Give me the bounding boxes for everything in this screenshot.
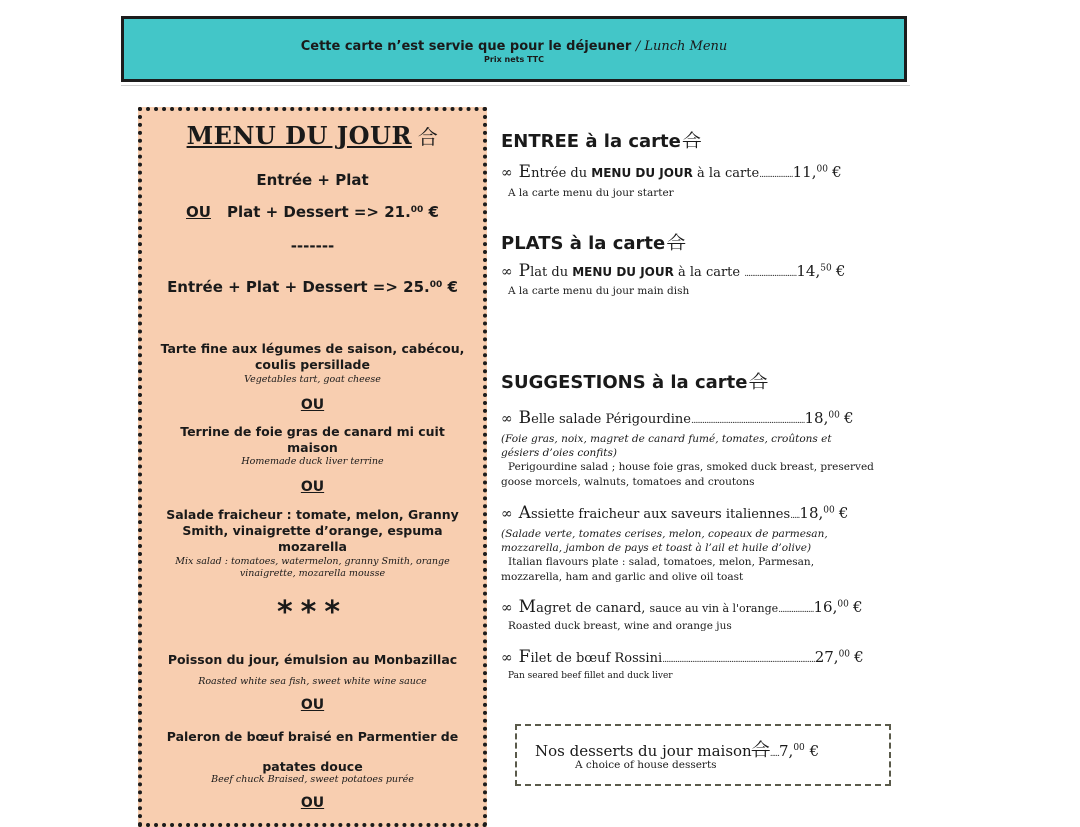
lunch-menu-banner: [121, 16, 907, 82]
ou-label: OU: [186, 203, 211, 221]
desserts-price: 7,: [779, 742, 794, 760]
s4-currency: €: [854, 648, 864, 666]
plats-item-strong: MENU DU JOUR: [572, 265, 674, 279]
entree-item-strong: MENU DU JOUR: [591, 166, 693, 180]
course-separator-stars: ***: [276, 595, 349, 630]
s3-name: agret de canard,: [536, 601, 646, 616]
s3-leader: ...................: [778, 605, 814, 615]
suggestion-assiette: [501, 503, 848, 523]
starter-3-en: Mix salad : tomatoes, watermelon, granny Smith, orange vinaigrette, mozarella mousse: [175, 556, 450, 579]
main-2-en: Beef chuck Braised, sweet potatoes purée: [211, 774, 414, 785]
ornament-icon: ∞: [501, 264, 513, 280]
chef-hat-icon: 合: [682, 131, 701, 152]
s3-price: 16,: [813, 598, 838, 616]
s1-leader: .............................................................: [691, 416, 805, 426]
desserts-currency: €: [809, 742, 820, 760]
ornament-icon: ∞: [501, 165, 513, 181]
plats-desc: A la carte menu du jour main dish: [508, 285, 690, 297]
ou-separator: OU: [300, 795, 325, 811]
chef-hat-icon: 合: [417, 125, 439, 149]
entree-item-suffix: à la carte: [697, 166, 760, 181]
entree-item-text: ntrée du: [531, 166, 588, 181]
s3-en: Roasted duck breast, wine and orange jus: [508, 620, 732, 632]
formula3-cents: 00: [429, 280, 443, 290]
ornament-icon: ∞: [501, 600, 513, 616]
plats-item-text: lat du: [530, 265, 569, 280]
s2-currency: €: [838, 504, 849, 522]
s3-sauce: sauce au vin à l'orange: [649, 602, 779, 615]
main-1: Poisson du jour, émulsion au Monbazillac: [167, 652, 458, 667]
ou-separator: OU: [300, 697, 325, 713]
ou-separator: OU: [300, 479, 325, 495]
banner-title-en: / Lunch Menu: [635, 39, 728, 54]
s1-en-line2: goose morcels, walnuts, tomatoes and croutons: [501, 476, 755, 488]
main-1-en: Roasted white sea fish, sweet white wine sauce: [198, 676, 427, 687]
chef-hat-icon: 合: [749, 372, 768, 393]
banner-subtitle: Prix nets TTC: [484, 55, 544, 64]
entree-desc: A la carte menu du jour starter: [508, 187, 674, 199]
menu-du-jour-title: [142, 121, 483, 150]
formula2-currency: €: [428, 203, 439, 221]
formula2-text: Plat + Dessert => 21.: [226, 203, 411, 221]
ornament-icon: ∞: [501, 411, 513, 427]
s2-cents: 00: [823, 505, 835, 516]
banner-title-fr: Cette carte n’est servie que pour le déjeuner: [300, 39, 632, 54]
main-2: Paleron de bœuf braisé en Parmentier de patates douce: [166, 729, 459, 774]
s4-cents: 00: [838, 649, 851, 660]
ou-separator: OU: [300, 397, 325, 413]
s1-currency: €: [843, 409, 854, 427]
desserts-cents: 00: [793, 743, 805, 753]
plats-cents: 50: [820, 263, 832, 274]
desserts-desc: A choice of house desserts: [575, 759, 717, 771]
chef-hat-icon: 合: [751, 740, 770, 761]
s2-en-line2: mozzarella, ham and garlic and olive oil toast: [501, 571, 744, 583]
suggestion-magret: [501, 597, 863, 617]
desserts-label: Nos desserts du jour maison: [535, 742, 752, 760]
entree-heading-text: ENTREE à la carte: [501, 131, 681, 152]
ornament-icon: ∞: [501, 506, 513, 522]
starter-3: Salade fraicheur : tomate, melon, Granny Smith, vinaigrette d’orange, espuma mozarella: [166, 507, 459, 554]
s4-price: 27,: [814, 648, 839, 666]
desserts-leader: .....: [769, 749, 780, 759]
s2-initial: A: [518, 503, 531, 523]
formula-plat-dessert: [142, 203, 483, 221]
starter-1-en: Vegetables tart, goat cheese: [244, 374, 381, 385]
suggestions-heading: [501, 368, 767, 394]
s2-en-line1: Italian flavours plate : salad, tomatoes, melon, Parmesan,: [508, 556, 815, 568]
s1-fr-line1: (Foie gras, noix, magret de canard fumé, tomates, croûtons et: [501, 433, 832, 445]
suggestions-heading-text: SUGGESTIONS à la carte: [501, 372, 748, 393]
s4-initial: F: [518, 647, 531, 667]
entree-cents: 00: [816, 164, 828, 175]
banner-title: [124, 39, 904, 54]
formula-entree-plat-dessert: [142, 278, 483, 296]
plats-item: [501, 261, 845, 281]
formula-entree-plat: Entrée + Plat: [256, 171, 369, 189]
plats-item-initial: P: [518, 261, 531, 281]
entree-item-initial: E: [518, 162, 532, 182]
s2-leader: .....: [790, 511, 800, 521]
suggestion-salade: [501, 408, 854, 428]
s2-fr-line2: mozzarella, jambon de pays et toast à l’ail et huile d’olive): [501, 542, 812, 554]
s1-price: 18,: [804, 409, 829, 427]
starter-1: Tarte fine aux légumes de saison, cabécou, coulis persillade: [160, 341, 465, 372]
starter-2: Terrine de foie gras de canard mi cuit maison: [180, 424, 445, 455]
entree-price: 11,: [792, 163, 817, 181]
s3-cents: 00: [837, 599, 849, 610]
menu-du-jour-box: [138, 107, 487, 827]
plats-leader: ............................: [744, 269, 797, 279]
formula-divider: -------: [290, 237, 335, 255]
entree-item: [501, 162, 842, 182]
plats-heading-text: PLATS à la carte: [501, 233, 666, 254]
chef-hat-icon: 合: [667, 233, 686, 254]
formula3-text: Entrée + Plat + Dessert => 25.: [167, 278, 430, 296]
entree-leader: ..................: [759, 170, 793, 180]
s1-name: elle salade Périgourdine: [531, 412, 691, 427]
plats-heading: [501, 229, 685, 255]
formula2-cents: 00: [410, 205, 424, 215]
banner-shadow-line: [121, 85, 910, 86]
s4-en: Pan seared beef fillet and duck liver: [508, 671, 673, 681]
s1-cents: 00: [828, 410, 840, 421]
entree-heading: [501, 127, 701, 153]
s1-en-line1: Perigourdine salad ; house foie gras, smoked duck breast, preserved: [508, 461, 874, 473]
plats-currency: €: [835, 262, 846, 280]
s3-currency: €: [852, 598, 863, 616]
s4-name: ilet de bœuf Rossini: [530, 651, 663, 666]
s2-price: 18,: [799, 504, 824, 522]
formula3-currency: €: [447, 278, 458, 296]
suggestion-filet: [501, 647, 864, 667]
s1-fr-line2: gésiers d’oies confits): [501, 447, 617, 459]
plats-price: 14,: [796, 262, 821, 280]
ornament-icon: ∞: [501, 650, 513, 666]
entree-currency: €: [832, 163, 842, 181]
s2-name: ssiette fraicheur aux saveurs italiennes: [530, 507, 791, 522]
desserts-box: [515, 724, 891, 786]
plats-item-suffix: à la carte: [678, 265, 741, 280]
s2-fr-line1: (Salade verte, tomates cerises, melon, copeaux de parmesan,: [501, 528, 828, 540]
menu-title-text: MENU DU JOUR: [186, 121, 412, 150]
starter-2-en: Homemade duck liver terrine: [241, 456, 384, 467]
s3-initial: M: [518, 597, 537, 617]
s1-initial: B: [518, 408, 532, 428]
s4-leader: ..................................................................................: [662, 655, 815, 665]
